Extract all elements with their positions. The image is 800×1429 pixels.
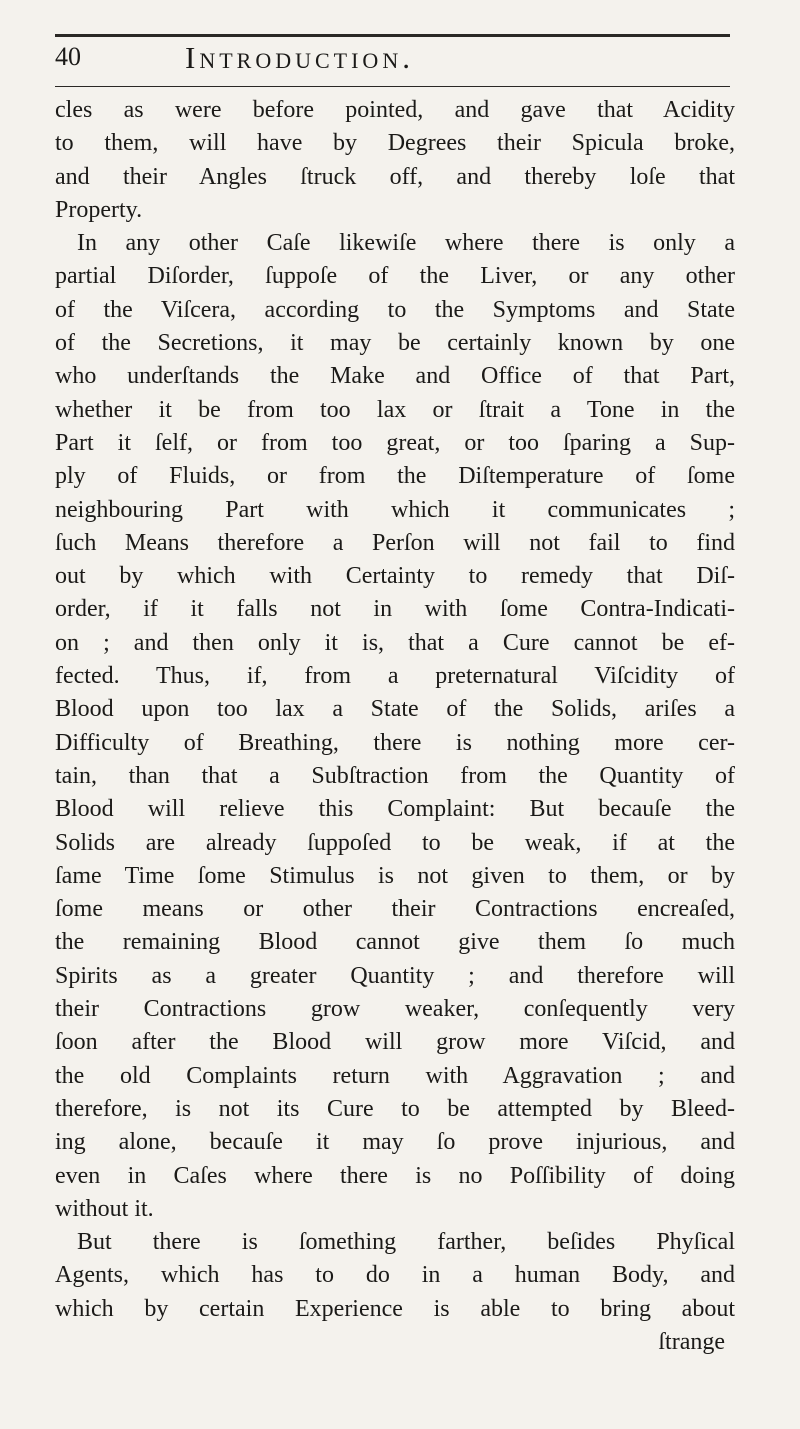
text-line: But there is ſomething farther, beſides Phyſical — [77, 1229, 735, 1256]
page-number: 40 — [55, 42, 81, 71]
text-line: the remaining Blood cannot give them ſo much — [55, 929, 735, 956]
text-line: fected. Thus, if, from a preternatural Viſcidity of — [55, 663, 735, 690]
text-line: on ; and then only it is, that a Cure cannot be ef- — [55, 629, 735, 656]
text-line: therefore, is not its Cure to be attempted by Bleed- — [55, 1095, 735, 1122]
text-line: order, if it falls not in with ſome Contra-Indicati- — [55, 596, 735, 623]
text-line: Blood will relieve this Complaint: But becauſe the — [55, 796, 735, 823]
running-head: Introduction. — [185, 40, 414, 75]
text-line: partial Diſorder, ſuppoſe of the Liver, or any other — [55, 263, 735, 290]
text-line: ſuch Means therefore a Perſon will not fail to find — [55, 529, 735, 556]
text-line: to them, will have by Degrees their Spicula broke, — [55, 130, 735, 157]
top-rule — [55, 34, 730, 37]
text-line: whether it be from too lax or ſtrait a Tone in the — [55, 396, 735, 423]
text-line: of the Secretions, it may be certainly known by one — [55, 330, 735, 357]
text-line: the old Complaints return with Aggravation ; and — [55, 1062, 735, 1089]
text-line: ing alone, becauſe it may ſo prove injurious, and — [55, 1129, 735, 1156]
text-line: which by certain Experience is able to bring about — [55, 1295, 735, 1322]
text-line: In any other Caſe likewiſe where there is only a — [77, 230, 735, 257]
text-line: ſame Time ſome Stimulus is not given to them, or by — [55, 862, 735, 889]
text-line: cles as were before pointed, and gave that Acidity — [55, 97, 735, 123]
text-line: and their Angles ſtruck off, and thereby loſe that — [55, 163, 735, 190]
text-line: Solids are already ſuppoſed to be weak, if at the — [55, 829, 735, 856]
text-line: even in Caſes where there is no Poſſibility of doing — [55, 1162, 735, 1189]
text-line: Blood upon too lax a State of the Solids, ariſes a — [55, 696, 735, 723]
text-line: ply of Fluids, or from the Diſtemperature of ſome — [55, 463, 735, 490]
text-line: Property. — [55, 196, 143, 223]
text-line: Part it ſelf, or from too great, or too ſparing a Sup- — [55, 429, 735, 456]
page-header — [55, 38, 730, 87]
text-line: Agents, which has to do in a human Body, and — [55, 1262, 735, 1289]
text-line: who underſtands the Make and Office of that Part, — [55, 363, 735, 390]
text-line: Difficulty of Breathing, there is nothing more cer- — [55, 729, 735, 756]
text-line: their Contractions grow weaker, conſequently very — [55, 996, 735, 1023]
text-line: of the Viſcera, according to the Symptoms and State — [55, 296, 735, 323]
text-line: ſome means or other their Contractions encreaſed, — [55, 896, 735, 923]
text-line: Spirits as a greater Quantity ; and therefore will — [55, 962, 735, 989]
text-line: neighbouring Part with which it communicates ; — [55, 496, 735, 523]
text-line: without it. — [55, 1195, 154, 1222]
text-line: ſoon after the Blood will grow more Viſcid, and — [55, 1029, 735, 1056]
body-text — [55, 94, 735, 1359]
text-line: tain, than that a Subſtraction from the Quantity of — [55, 762, 735, 789]
catchword: ſtrange — [658, 1328, 725, 1355]
text-line: out by which with Certainty to remedy that Diſ- — [55, 563, 735, 590]
